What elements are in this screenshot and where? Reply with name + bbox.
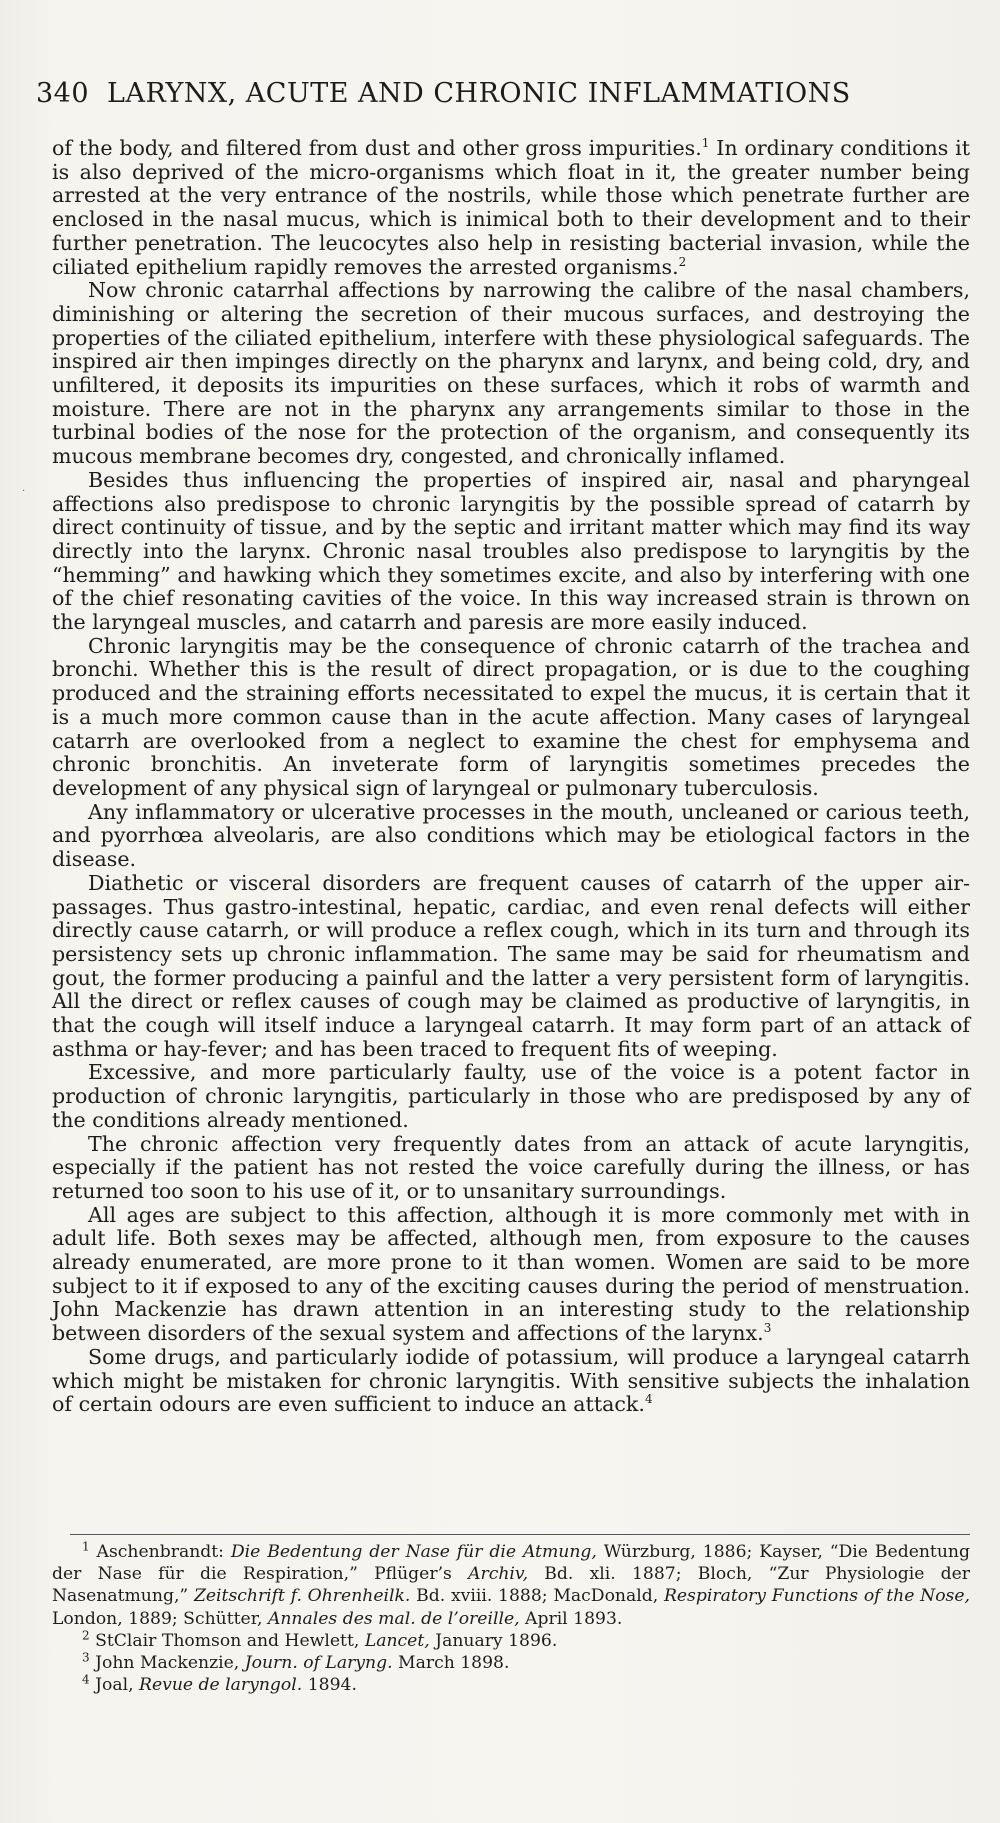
paragraph-1: of the body, and filtered from dust and other gross impurities.$^1$ In ordinary conditions it is also deprived of the micro-organisms which float in it, the greater number being arrested at the very entrance of the nostrils, while those which penetrate further are enclosed in the nasal mucus, which is inimical both to their development and to their further penetration. The leucocytes also help in resisting bacterial invasion, while the ciliated epithelium rapidly removes the arrested organisms.$^2$ — [52, 136, 970, 279]
footnote-ref-1: 1 — [701, 136, 710, 151]
running-header — [36, 78, 956, 109]
footnote-ref-4: 4 — [644, 1392, 653, 1407]
body-text — [52, 137, 970, 1417]
paragraph-3: Besides thus influencing the properties of inspired air, nasal and pharyngeal affections also predispose to chronic laryngitis by the possible spread of catarrh by direct continuity of tissue, and by the septic and irritant matter which may find its way directly into the larynx. Chronic nasal troubles also predispose to laryngitis by the “hemming” and hawking which they sometimes excite, and also by interfering with one of the chief resonating cavities of the voice. In this way increased strain is thrown on the laryngeal muscles, and catarrh and paresis are more easily induced. — [52, 467, 970, 635]
footnote-ref-3: 3 — [763, 1321, 772, 1336]
paragraph-10: Some drugs, and particularly iodide of potassium, will produce a laryngeal catarrh which might be mistaken for chronic laryngitis. With sensitive subjects the inhalation of certain odours are even sufficient to induce an attack.$^4$ — [52, 1344, 970, 1417]
paragraph-2: Now chronic catarrhal affections by narrowing the calibre of the nasal chambers, diminishing or altering the secretion of their mucous surfaces, and destroying the properties of the ciliated epithelium, interfere with these physiological safeguards. The inspired air then impinges directly on the pharynx and larynx, and being cold, dry, and unfiltered, it deposits its impurities on these surfaces, which it robs of warmth and moisture. There are not in the pharynx any arrangements similar to those in the turbinal bodies of the nose for the protection of the organism, and consequently its mucous membrane becomes dry, congested, and chronically inflamed. — [52, 278, 970, 469]
margin-dot: · — [22, 486, 26, 497]
footnote-2: $^2$ StClair Thomson and Hewlett, Lancet, January 1896. — [82, 1628, 558, 1651]
running-title: LARYNX, ACUTE AND CHRONIC INFLAMMATIONS — [107, 78, 851, 109]
footnote-4: $^4$ Joal, Revue de laryngol. 1894. — [82, 1672, 357, 1696]
paragraph-7: Excessive, and more particularly faulty, use of the voice is a potent factor in production of chronic laryngitis, particularly in those who are predisposed by any of the conditions already mentioned. — [52, 1060, 970, 1132]
footnote-ref-2: 2 — [678, 254, 687, 269]
paragraph-9: All ages are subject to this affection, although it is more commonly met with in adult life. Both sexes may be affected, although men, from exposure to the causes already enumerated, are more prone to it than women. Women are said to be more subject to it if exposed to any of the exciting causes during the period of menstruation. John Mackenzie has drawn attention in an interesting study to the relationship between disorders of the sexual system and affections of the larynx.$^3$ — [52, 1202, 970, 1346]
paragraph-6: Diathetic or visceral disorders are frequent causes of catarrh of the upper air-passages. Thus gastro-intestinal, hepatic, cardiac, and even renal defects will either directly cause catarrh, or will produce a reflex cough, which in its turn and through its persistency sets up chronic inflammation. The same may be said for rheumatism and gout, the former producing a painful and the latter a very persistent form of laryngitis. All the direct or reflex causes of cough may be claimed as productive of laryngitis, in that the cough will itself induce a laryngeal catarrh. It may form part of an attack of asthma or hay-fever; and has been traced to frequent fits of weeping. — [52, 870, 970, 1061]
page-number: 340 — [36, 78, 90, 109]
footnote-rule — [70, 1534, 970, 1535]
paragraph-5: Any inflammatory or ulcerative processes in the mouth, uncleaned or carious teeth, and pyorrhœa alveolaris, are also conditions which may be etiological factors in the disease. — [52, 799, 970, 872]
paragraph-4: Chronic laryngitis may be the consequence of chronic catarrh of the trachea and bronchi. Whether this is the result of direct propagation, or is due to the coughing produced and the straining efforts necessitated to expel the mucus, it is certain that it is a much more common cause than in the acute affection. Many cases of laryngeal catarrh are overlooked from a neglect to examine the chest for emphysema and chronic bronchitis. An inveterate form of laryngitis sometimes precedes the development of any physical sign of laryngeal or pulmonary tuberculosis. — [52, 633, 970, 800]
footnotes — [52, 1541, 970, 1696]
paragraph-8: The chronic affection very frequently dates from an attack of acute laryngitis, especially if the patient has not rested the voice carefully during the illness, or has returned too soon to his use of it, or to unsanitary surroundings. — [52, 1131, 970, 1203]
footnote-1: $^1$ Aschenbrandt: Die Bedentung der Nase für die Atmung, Würzburg, 1886; Kayser, “Die Bedentung der Nase für die Respiration,” Pflüger’s Archiv, Bd. xli. 1887; Bloch, “Zur Physiologie der Nasenatmung,” Zeitschrift f. Ohrenheilk. Bd. xviii. 1888; MacDonald, Respiratory Functions of the Nose, London, 1889; Schütter, Annales des mal. de l’oreille, April 1893. — [52, 1539, 970, 1629]
footnote-3: $^3$ John Mackenzie, Journ. of Laryng. March 1898. — [82, 1650, 510, 1674]
